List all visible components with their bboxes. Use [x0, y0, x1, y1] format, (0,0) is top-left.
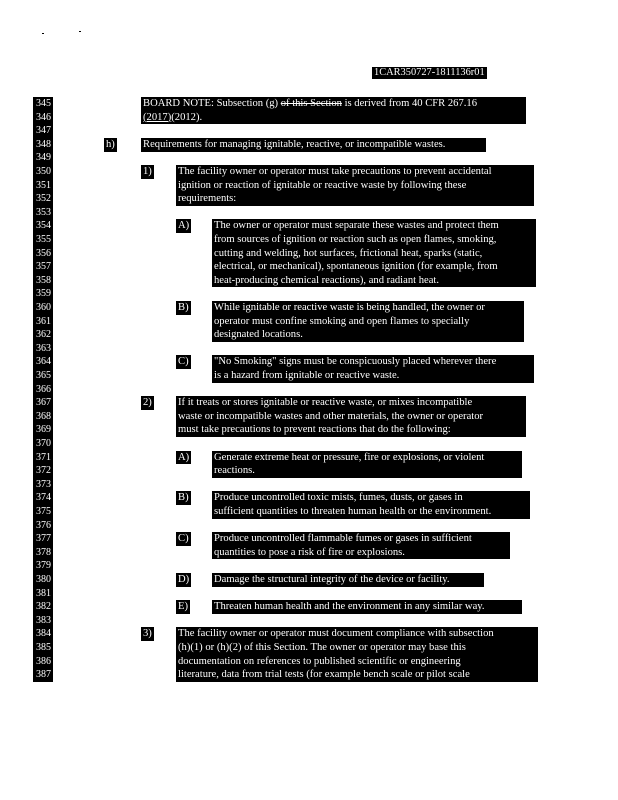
paragraph-line: from sources of ignition or reaction such as open flames, smoking,: [214, 233, 497, 245]
line-number: 363: [33, 342, 53, 356]
item2-label: 2): [143, 397, 152, 409]
paragraph-line: is a hazard from ignitable or reactive waste.: [214, 369, 400, 381]
line-number: 362: [33, 328, 53, 342]
line-number: 354: [33, 219, 53, 233]
line-number: 383: [33, 614, 53, 628]
underlined-text: (2017): [143, 111, 172, 123]
line-number: 373: [33, 478, 53, 492]
line-number: 371: [33, 451, 53, 465]
line-number: 381: [33, 587, 53, 601]
line-number: 376: [33, 519, 53, 533]
board-note-text: is derived from 40 CFR 267.16: [341, 98, 478, 109]
paragraph-line: Produce uncontrolled toxic mists, fumes, dusts, or gases in: [214, 492, 463, 504]
item2-paragraph: [176, 396, 526, 437]
paragraph-line: ignition or reaction of ignitable or reactive waste by following these: [178, 179, 467, 191]
paragraph-line: electrical, or mechanical), spontaneous ignition (for example, from: [214, 261, 498, 273]
line-number: 366: [33, 383, 53, 397]
board-note-line-1: [143, 97, 524, 111]
paragraph-line: Produce uncontrolled flammable fumes or gases in sufficient: [214, 533, 472, 545]
line-number: 353: [33, 206, 53, 220]
line-number: 348: [33, 138, 53, 152]
item2B-paragraph: [212, 491, 530, 518]
line-number: 367: [33, 396, 53, 410]
paragraph-line: cutting and welding, hot surfaces, frictional heat, sparks (static,: [214, 247, 483, 259]
item1C-label: C): [178, 356, 189, 368]
line-number: 380: [33, 573, 53, 587]
line-number: 357: [33, 260, 53, 274]
paragraph-line: must take precautions to prevent reactions that do the following:: [178, 424, 451, 436]
paragraph-line: The facility owner or operator must document compliance with subsection: [178, 628, 494, 640]
line-number: 361: [33, 315, 53, 329]
line-number: 370: [33, 437, 53, 451]
paragraph-line: Damage the structural integrity of the device or facility.: [214, 574, 450, 585]
line-number: 349: [33, 151, 53, 165]
line-number: 359: [33, 287, 53, 301]
board-note-text: BOARD NOTE: Subsection (g): [143, 98, 281, 109]
item2A-paragraph: [212, 451, 522, 478]
item1-paragraph: [176, 165, 534, 206]
item1B-label: B): [178, 302, 189, 313]
item2E-paragraph: [212, 600, 522, 614]
scan-speck: [42, 33, 44, 34]
item1A-label: A): [178, 220, 190, 232]
paragraph-line: Threaten human health and the environment in any similar way.: [214, 601, 485, 613]
paragraph-line: sufficient quantities to threaten human health or the environment.: [214, 505, 492, 517]
item2B-label: B): [178, 492, 189, 504]
item1B-paragraph: [212, 301, 524, 342]
line-number: 385: [33, 641, 53, 655]
line-number: 346: [33, 111, 53, 125]
line-number: 364: [33, 355, 53, 369]
paragraph-line: reactions.: [214, 465, 255, 477]
item2D-paragraph: [212, 573, 484, 587]
paragraph-line: The owner or operator must separate these wastes and protect them: [214, 220, 499, 232]
line-number: 386: [33, 655, 53, 669]
scan-speck: [79, 31, 81, 32]
document-id: 1CAR350727-1811136r01: [374, 67, 485, 78]
item2C-label: C): [178, 533, 189, 545]
line-number: 374: [33, 491, 53, 505]
line-number: 382: [33, 600, 53, 614]
section-h-heading: [141, 138, 486, 152]
paragraph-line: The facility owner or operator must take precautions to prevent accidental: [178, 166, 492, 177]
paragraph-line: If it treats or stores ignitable or reactive waste, or mixes incompatible: [178, 397, 473, 409]
item2D-label: D): [178, 574, 190, 585]
paragraph-line: Generate extreme heat or pressure, fire or explosions, or violent: [214, 451, 485, 463]
item2E-label: E): [178, 601, 188, 613]
line-number: 365: [33, 369, 53, 383]
paragraph-line: "No Smoking" signs must be conspicuously placed wherever there: [214, 356, 497, 368]
paragraph-line: documentation on references to published scientific or engineering: [178, 655, 461, 667]
board-note: [141, 97, 526, 124]
line-number: 368: [33, 410, 53, 424]
item1C-paragraph: [212, 355, 534, 382]
paragraph-line: requirements:: [178, 193, 237, 205]
paragraph-line: quantities to pose a risk of fire or explosions.: [214, 546, 405, 558]
paragraph-line: waste or incompatible wastes and other materials, the owner or operator: [178, 410, 484, 422]
line-number: 384: [33, 627, 53, 641]
item1A-paragraph: [212, 219, 536, 287]
line-number: 355: [33, 233, 53, 247]
item3-label: 3): [143, 628, 152, 640]
line-number: 387: [33, 668, 53, 682]
item2A-label: A): [178, 451, 190, 463]
item3-paragraph: [176, 627, 538, 681]
paragraph-line: (h)(1) or (h)(2) of this Section. The owner or operator may base this: [178, 641, 466, 653]
line-number: 369: [33, 423, 53, 437]
line-number: 358: [33, 274, 53, 288]
paragraph-line: literature, data from trial tests (for example bench scale or pilot scale: [178, 669, 470, 681]
line-number: 352: [33, 192, 53, 206]
board-note-line-2: [143, 111, 524, 125]
line-number: 372: [33, 464, 53, 478]
board-note-text: (2012).: [171, 111, 203, 123]
line-number: 350: [33, 165, 53, 179]
line-number: 356: [33, 247, 53, 261]
line-number: 375: [33, 505, 53, 519]
line-number: 379: [33, 559, 53, 573]
section-h-heading-text: Requirements for managing ignitable, reactive, or incompatible wastes.: [143, 139, 446, 150]
paragraph-line: designated locations.: [214, 329, 303, 341]
section-h-label: h): [106, 139, 115, 150]
line-number: 377: [33, 532, 53, 546]
struck-text: of this Section: [280, 98, 342, 109]
line-number: 347: [33, 124, 53, 138]
line-number: 345: [33, 97, 53, 111]
line-number: 351: [33, 179, 53, 193]
item2C-paragraph: [212, 532, 510, 559]
paragraph-line: operator must confine smoking and open flames to specially: [214, 315, 470, 327]
item1-label: 1): [143, 166, 152, 177]
line-number: 360: [33, 301, 53, 315]
paragraph-line: While ignitable or reactive waste is being handled, the owner or: [214, 302, 485, 313]
paragraph-line: heat-producing chemical reactions), and radiant heat.: [214, 274, 440, 286]
line-number: 378: [33, 546, 53, 560]
